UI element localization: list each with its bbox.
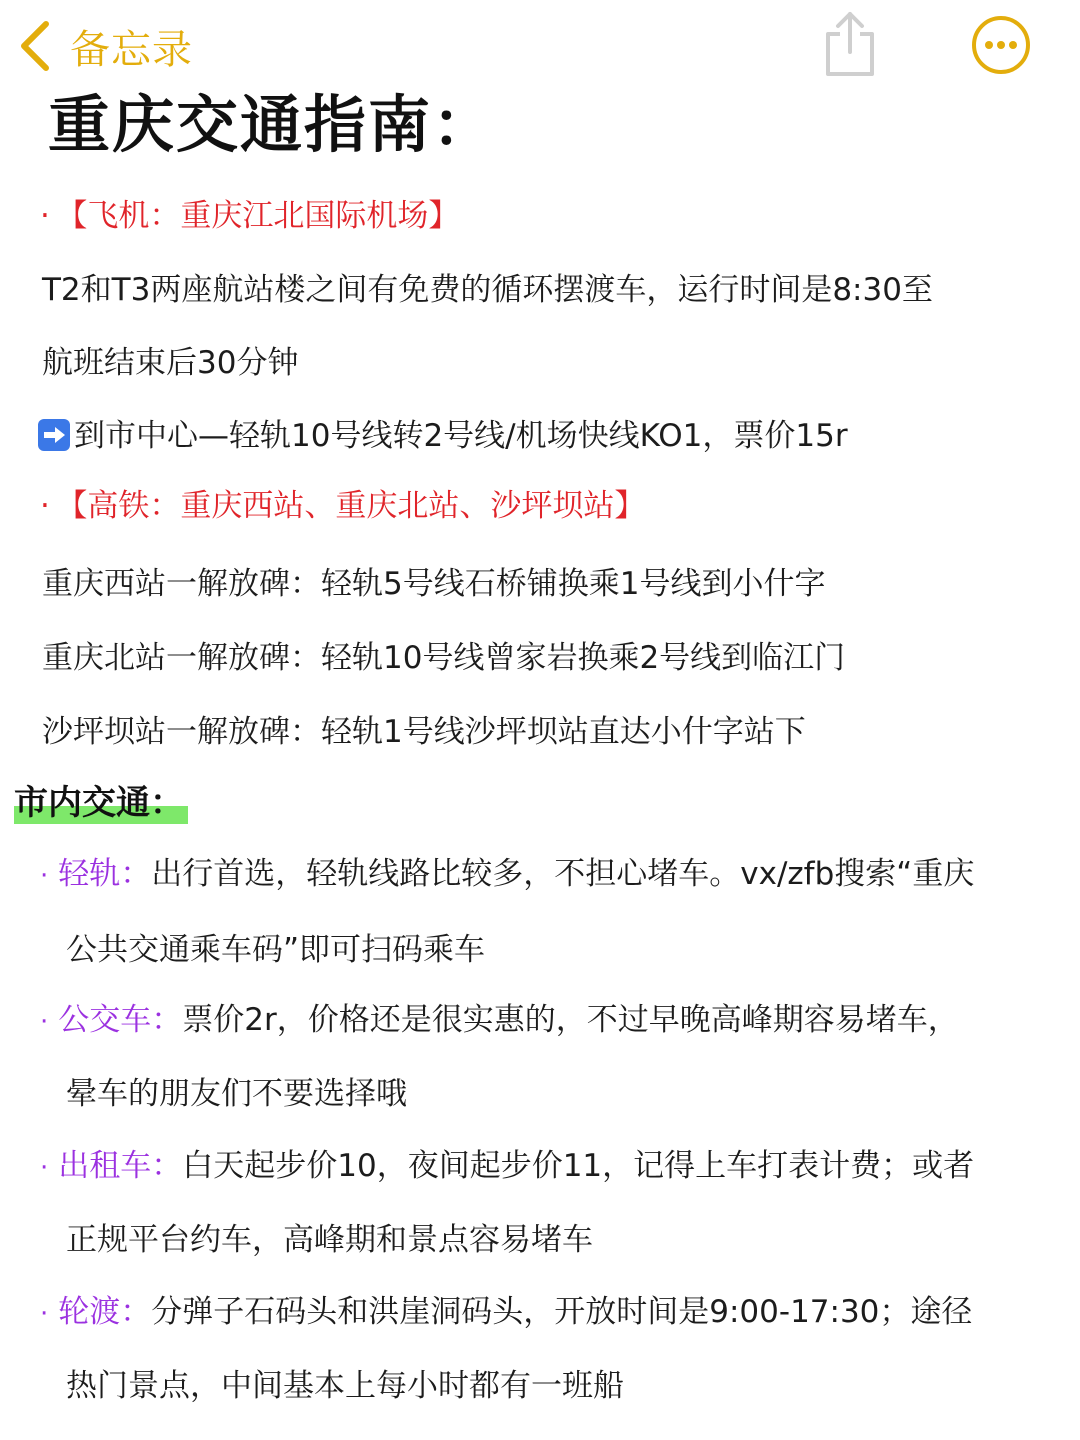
train-text-1: 重庆西站一解放碑：轻轨5号线石桥铺换乘1号线到小什字 <box>42 566 826 602</box>
plane-text-1: T2和T3两座航站楼之间有免费的循环摆渡车，运行时间是8:30至 <box>42 272 933 308</box>
page-title: 重庆交通指南： <box>48 88 497 161</box>
more-icon <box>970 14 1032 76</box>
list-item <box>40 1144 974 1190</box>
nav-bar <box>0 0 1080 90</box>
share-icon <box>820 8 880 78</box>
bullet-dot: · <box>40 1007 49 1037</box>
bullet-dot: · <box>40 861 49 891</box>
city-transport-heading: 市内交通： <box>14 780 184 826</box>
back-label: 备忘录 <box>70 26 193 73</box>
share-button[interactable] <box>820 8 880 78</box>
back-button[interactable] <box>18 14 193 78</box>
item-key: 公交车： <box>58 1002 183 1038</box>
plane-text-3: 到市中心—轻轨10号线转2号线/机场快线KO1，票价15r <box>38 414 848 458</box>
item-key: 轮渡： <box>58 1294 152 1330</box>
list-item <box>40 852 974 898</box>
item-text: 票价2r，价格还是很实惠的，不过早晚高峰期容易堵车， <box>182 1002 959 1038</box>
list-item-continued: 晕车的朋友们不要选择哦 <box>66 1076 407 1112</box>
item-key: 出租车： <box>58 1148 183 1184</box>
list-item-continued: 公共交通乘车码”即可扫码乘车 <box>66 932 486 968</box>
train-text-3: 沙坪坝站一解放碑：轻轨1号线沙坪坝站直达小什字站下 <box>42 714 806 750</box>
train-heading: · 【高铁：重庆西站、重庆北站、沙坪坝站】 <box>40 488 646 524</box>
bullet-dot: · <box>40 1299 49 1329</box>
chevron-left-icon <box>18 20 52 72</box>
bullet-dot: · <box>40 198 50 234</box>
list-item <box>40 998 959 1044</box>
plane-heading: · 【飞机：重庆江北国际机场】 <box>40 198 460 234</box>
list-item-continued: 热门景点，中间基本上每小时都有一班船 <box>66 1368 624 1404</box>
more-button[interactable] <box>970 14 1032 76</box>
arrow-right-icon <box>38 419 70 451</box>
plane-text-2: 航班结束后30分钟 <box>42 345 299 381</box>
train-text-2: 重庆北站一解放碑：轻轨10号线曾家岩换乘2号线到临江门 <box>42 640 846 676</box>
list-item <box>40 1290 972 1336</box>
bullet-dot: · <box>40 1153 49 1183</box>
list-item-continued: 正规平台约车，高峰期和景点容易堵车 <box>66 1222 593 1258</box>
item-text: 白天起步价10，夜间起步价11，记得上车打表计费；或者 <box>182 1148 975 1184</box>
item-text: 分弹子石码头和洪崖洞码头，开放时间是9:00-17:30；途径 <box>151 1294 973 1330</box>
item-text: 出行首选，轻轨线路比较多，不担心堵车。vx/zfb搜索“重庆 <box>151 856 975 892</box>
bullet-dot: · <box>40 488 50 524</box>
item-key: 轻轨： <box>58 856 152 892</box>
